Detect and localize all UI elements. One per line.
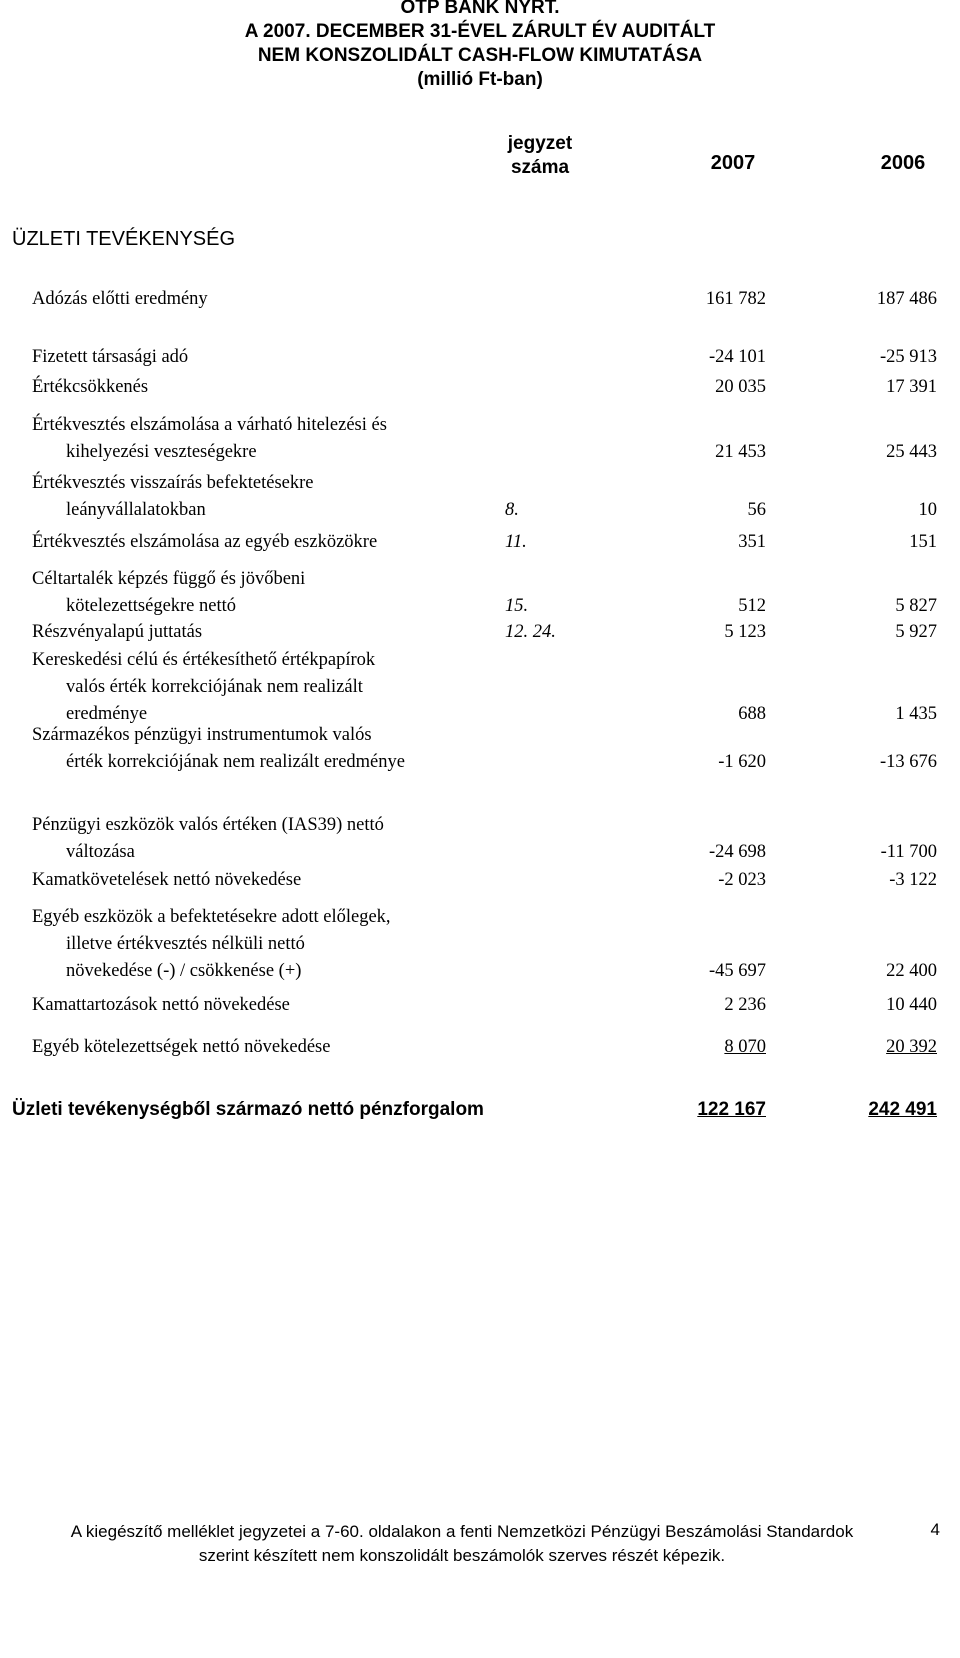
row-label [32,992,502,1019]
note-header-line-1: jegyzet [507,133,573,154]
row-value-2007: 351 [738,532,766,552]
row-label [32,566,502,620]
row-label-line: Értékvesztés elszámolása az egyéb eszközökre [32,532,378,552]
row-label-line: valós érték korrekciójának nem realizált [66,677,363,697]
row-value-2006: 20 392 [886,1037,937,1057]
row-label-line: Adózás előtti eredmény [32,289,208,309]
section-title: ÜZLETI TEVÉKENYSÉG [12,228,236,250]
row-label [32,619,502,646]
row-value-2006: 22 400 [886,961,937,981]
row-value-2007: -45 697 [708,961,766,981]
row-label [32,647,502,728]
row-value-2006: -25 913 [879,347,937,367]
row-label [32,1034,502,1061]
row-value-2007: 161 782 [705,289,766,309]
row-note-ref: 11. [505,532,527,552]
year-2006-header: 2006 [880,152,926,174]
title-line-4: (millió Ft-ban) [417,69,543,90]
row-label-line: Értékvesztés visszaírás befektetésekre [32,473,314,493]
row-label-line: érték korrekciójának nem realizált eredménye [66,752,405,772]
row-label-line: Egyéb kötelezettségek nettó növekedése [32,1037,331,1057]
row-value-2007: -1 620 [718,752,766,772]
row-value-2007: -24 101 [708,347,766,367]
row-value-2006: 25 443 [886,442,937,462]
row-label-line: illetve értékvesztés nélküli nettó [66,934,305,954]
footer-line-1: A kiegészítő melléklet jegyzetei a 7-60. oldalakon a fenti Nemzetközi Pénzügyi Beszámolási Standardok [70,1522,854,1541]
row-value-2006: 17 391 [886,377,937,397]
row-value-2007: -2 023 [718,870,766,890]
row-label [32,812,502,866]
total-value-2006: 242 491 [868,1099,937,1120]
row-value-2007: 5 123 [724,622,766,642]
row-label-line: változása [66,842,135,862]
row-value-2007: 56 [747,500,766,520]
row-label-line: Értékcsökkenés [32,377,149,397]
row-label-line: Származékos pénzügyi instrumentumok valós [32,725,372,745]
row-value-2006: 10 440 [886,995,937,1015]
row-value-2007: 20 035 [715,377,766,397]
total-label: Üzleti tevékenységből származó nettó pénzforgalom [12,1099,484,1120]
row-value-2007: 688 [738,704,766,724]
row-value-2007: 512 [738,596,766,616]
row-value-2006: -13 676 [879,752,937,772]
row-label [32,412,502,466]
row-value-2007: 2 236 [724,995,766,1015]
row-value-2007: 21 453 [715,442,766,462]
note-header-line-2: száma [510,157,570,178]
row-label [32,867,502,894]
row-value-2006: 5 927 [895,622,937,642]
row-label-line: Fizetett társasági adó [32,347,189,367]
row-value-2006: -3 122 [889,870,937,890]
row-value-2006: 187 486 [876,289,937,309]
page-number: 4 [930,1520,940,1539]
row-label [32,904,502,985]
row-label-line: Kereskedési célú és értékesíthető értékpapírok [32,650,376,670]
row-label [32,374,502,401]
row-label-line: Kamatkövetelések nettó növekedése [32,870,302,890]
row-value-2007: -24 698 [708,842,766,862]
total-value-2007: 122 167 [697,1099,766,1120]
title-line-2: A 2007. DECEMBER 31-ÉVEL ZÁRULT ÉV AUDITÁLT [244,21,716,42]
row-label [32,470,502,524]
row-label-line: Kamattartozások nettó növekedése [32,995,290,1015]
row-value-2006: 1 435 [895,704,937,724]
row-label-line: Pénzügyi eszközök valós értéken (IAS39) nettó [32,815,384,835]
row-label [32,344,502,371]
row-note-ref: 12. 24. [505,622,556,642]
row-value-2006: 5 827 [895,596,937,616]
row-label-line: Részvényalapú juttatás [32,622,203,642]
row-note-ref: 8. [505,500,519,520]
row-label-line: növekedése (-) / csökkenése (+) [66,961,302,981]
footer-line-2: szerint készített nem konszolidált beszámolók szerves részét képezik. [198,1546,726,1565]
row-label-line: kötelezettségekre nettó [66,596,237,616]
row-note-ref: 15. [505,596,529,616]
row-label-line: eredménye [66,704,148,724]
row-label [32,286,502,313]
row-label [32,722,502,776]
row-value-2007: 8 070 [724,1037,766,1057]
row-label-line: Értékvesztés elszámolása a várható hitelezési és [32,415,387,435]
title-line-1: OTP BANK NYRT. [400,0,560,18]
row-label-line: Céltartalék képzés függő és jövőbeni [32,569,306,589]
row-label [32,529,502,556]
year-2007-header: 2007 [710,152,756,174]
row-value-2006: -11 700 [880,842,937,862]
row-label-line: leányvállalatokban [66,500,206,520]
note-column-header [500,132,580,180]
title-line-3: NEM KONSZOLIDÁLT CASH-FLOW KIMUTATÁSA [257,45,703,66]
row-value-2006: 151 [909,532,937,552]
row-value-2006: 10 [918,500,937,520]
row-label-line: kihelyezési veszteségekre [66,442,257,462]
row-label-line: Egyéb eszközök a befektetésekre adott előlegek, [32,907,391,927]
